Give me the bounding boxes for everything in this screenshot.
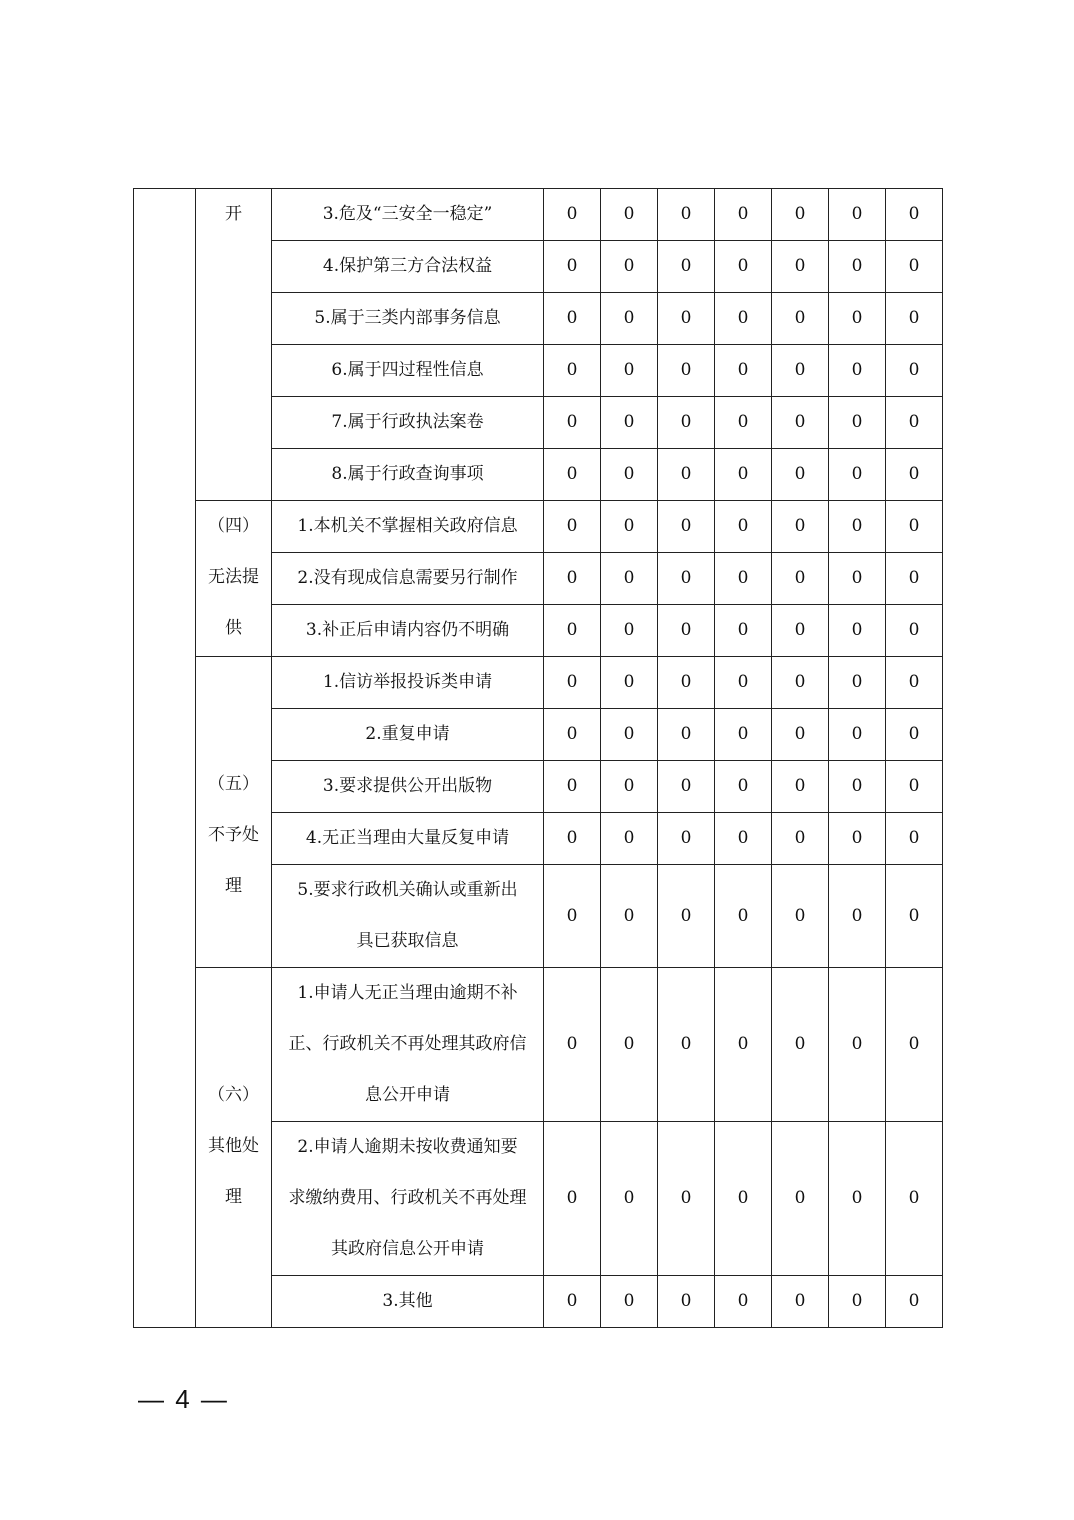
item-label-cell xyxy=(272,189,544,241)
category-label-line: 开 xyxy=(225,204,242,224)
value-cell: 0 xyxy=(829,345,886,397)
value-cell: 0 xyxy=(772,189,829,241)
value-cell: 0 xyxy=(886,968,943,1122)
value-cell: 0 xyxy=(772,501,829,553)
value-cell: 0 xyxy=(829,605,886,657)
value-cell: 0 xyxy=(715,813,772,865)
value-cell: 0 xyxy=(772,397,829,449)
value-cell: 0 xyxy=(658,605,715,657)
value-cell: 0 xyxy=(886,709,943,761)
value-cell: 0 xyxy=(886,1276,943,1328)
value-cell: 0 xyxy=(772,813,829,865)
value-cell: 0 xyxy=(886,189,943,241)
item-label-cell xyxy=(272,449,544,501)
value-cell: 0 xyxy=(772,709,829,761)
value-cell: 0 xyxy=(715,605,772,657)
value-cell: 0 xyxy=(829,553,886,605)
value-cell: 0 xyxy=(886,241,943,293)
value-cell: 0 xyxy=(715,709,772,761)
value-cell: 0 xyxy=(715,1276,772,1328)
category-label-line xyxy=(196,1019,271,1070)
value-cell: 0 xyxy=(601,605,658,657)
value-cell: 0 xyxy=(829,813,886,865)
item-label-cell xyxy=(272,865,544,968)
value-cell: 0 xyxy=(544,1276,601,1328)
value-cell: 0 xyxy=(886,865,943,968)
value-cell: 0 xyxy=(658,761,715,813)
value-cell: 0 xyxy=(601,397,658,449)
item-label-line: 3.要求提供公开出版物 xyxy=(322,776,493,796)
value-cell: 0 xyxy=(715,241,772,293)
value-cell: 0 xyxy=(886,761,943,813)
value-cell: 0 xyxy=(715,865,772,968)
table-body xyxy=(134,189,943,1328)
value-cell: 0 xyxy=(829,709,886,761)
category-label-line: （四） xyxy=(208,516,259,536)
value-cell: 0 xyxy=(601,449,658,501)
item-label-line: 正、行政机关不再处理其政府信 xyxy=(288,1034,527,1054)
category-label-line: 理 xyxy=(225,876,242,896)
value-cell: 0 xyxy=(658,449,715,501)
value-cell: 0 xyxy=(772,1276,829,1328)
item-label-line: 8.属于行政查询事项 xyxy=(331,464,484,484)
category-label-line xyxy=(196,708,271,759)
category-label-line: 其他处 xyxy=(208,1136,259,1156)
value-cell: 0 xyxy=(715,501,772,553)
value-cell: 0 xyxy=(544,501,601,553)
value-cell: 0 xyxy=(658,293,715,345)
category-label-line: 不予处 xyxy=(208,825,259,845)
item-label-cell xyxy=(272,1276,544,1328)
value-cell: 0 xyxy=(886,293,943,345)
item-label-cell xyxy=(272,501,544,553)
value-cell: 0 xyxy=(772,449,829,501)
value-cell: 0 xyxy=(601,1276,658,1328)
category-cell xyxy=(196,968,272,1328)
value-cell: 0 xyxy=(829,1276,886,1328)
value-cell: 0 xyxy=(601,709,658,761)
category-cell xyxy=(196,501,272,657)
value-cell: 0 xyxy=(658,553,715,605)
item-label-line: 1.申请人无正当理由逾期不补 xyxy=(297,983,518,1003)
value-cell: 0 xyxy=(829,241,886,293)
value-cell: 0 xyxy=(829,761,886,813)
value-cell: 0 xyxy=(772,968,829,1122)
value-cell: 0 xyxy=(601,345,658,397)
value-cell: 0 xyxy=(601,813,658,865)
value-cell: 0 xyxy=(715,345,772,397)
category-label-line xyxy=(196,657,271,708)
value-cell: 0 xyxy=(658,865,715,968)
value-cell: 0 xyxy=(772,241,829,293)
category-label-line: 供 xyxy=(225,618,242,638)
value-cell: 0 xyxy=(772,1122,829,1276)
value-cell: 0 xyxy=(829,1122,886,1276)
item-label-cell xyxy=(272,553,544,605)
value-cell: 0 xyxy=(544,293,601,345)
value-cell: 0 xyxy=(544,605,601,657)
value-cell: 0 xyxy=(715,968,772,1122)
value-cell: 0 xyxy=(715,397,772,449)
value-cell: 0 xyxy=(658,657,715,709)
category-label-line: （六） xyxy=(208,1085,259,1105)
page-number: — 4 — xyxy=(138,1384,229,1414)
item-label-line: 2.没有现成信息需要另行制作 xyxy=(297,568,518,588)
value-cell: 0 xyxy=(601,761,658,813)
item-label-cell xyxy=(272,657,544,709)
item-label-line: 5.属于三类内部事务信息 xyxy=(314,308,501,328)
item-label-line: 3.危及“三安全一稳定” xyxy=(322,204,493,224)
value-cell: 0 xyxy=(658,345,715,397)
value-cell: 0 xyxy=(658,501,715,553)
table-row xyxy=(134,657,943,709)
category-label-line xyxy=(196,968,271,1019)
value-cell: 0 xyxy=(544,553,601,605)
item-label-cell xyxy=(272,241,544,293)
statistics-table xyxy=(133,188,943,1328)
value-cell: 0 xyxy=(601,1122,658,1276)
value-cell: 0 xyxy=(829,865,886,968)
value-cell: 0 xyxy=(715,657,772,709)
item-label-line: 6.属于四过程性信息 xyxy=(331,360,484,380)
value-cell: 0 xyxy=(658,397,715,449)
category-cell xyxy=(196,189,272,501)
value-cell: 0 xyxy=(544,761,601,813)
item-label-cell xyxy=(272,968,544,1122)
value-cell: 0 xyxy=(715,293,772,345)
item-label-line: 具已获取信息 xyxy=(356,931,459,951)
value-cell: 0 xyxy=(544,657,601,709)
value-cell: 0 xyxy=(886,553,943,605)
value-cell: 0 xyxy=(544,1122,601,1276)
value-cell: 0 xyxy=(829,657,886,709)
category-label-line: 理 xyxy=(225,1187,242,1207)
value-cell: 0 xyxy=(544,241,601,293)
category-label-line: （五） xyxy=(208,774,259,794)
value-cell: 0 xyxy=(886,449,943,501)
value-cell: 0 xyxy=(886,501,943,553)
item-label-cell xyxy=(272,761,544,813)
outer-category-cell xyxy=(134,189,196,1328)
value-cell: 0 xyxy=(715,1122,772,1276)
value-cell: 0 xyxy=(829,968,886,1122)
value-cell: 0 xyxy=(772,761,829,813)
value-cell: 0 xyxy=(601,553,658,605)
value-cell: 0 xyxy=(601,657,658,709)
item-label-line: 1.本机关不掌握相关政府信息 xyxy=(297,516,518,536)
table-row xyxy=(134,189,943,241)
value-cell: 0 xyxy=(886,657,943,709)
item-label-cell xyxy=(272,397,544,449)
item-label-line: 3.补正后申请内容仍不明确 xyxy=(305,620,510,640)
value-cell: 0 xyxy=(544,709,601,761)
item-label-line: 7.属于行政执法案卷 xyxy=(331,412,484,432)
value-cell: 0 xyxy=(829,449,886,501)
item-label-line: 其政府信息公开申请 xyxy=(331,1239,484,1259)
item-label-line: 3.其他 xyxy=(382,1291,433,1311)
value-cell: 0 xyxy=(772,605,829,657)
item-label-line: 息公开申请 xyxy=(365,1085,450,1105)
value-cell: 0 xyxy=(601,241,658,293)
value-cell: 0 xyxy=(544,968,601,1122)
value-cell: 0 xyxy=(658,709,715,761)
value-cell: 0 xyxy=(772,657,829,709)
value-cell: 0 xyxy=(544,397,601,449)
value-cell: 0 xyxy=(715,189,772,241)
value-cell: 0 xyxy=(715,449,772,501)
value-cell: 0 xyxy=(658,241,715,293)
value-cell: 0 xyxy=(829,293,886,345)
item-label-line: 4.无正当理由大量反复申请 xyxy=(305,828,510,848)
value-cell: 0 xyxy=(601,968,658,1122)
value-cell: 0 xyxy=(772,345,829,397)
value-cell: 0 xyxy=(544,189,601,241)
value-cell: 0 xyxy=(829,501,886,553)
value-cell: 0 xyxy=(601,501,658,553)
value-cell: 0 xyxy=(886,813,943,865)
value-cell: 0 xyxy=(601,865,658,968)
value-cell: 0 xyxy=(829,189,886,241)
value-cell: 0 xyxy=(715,553,772,605)
value-cell: 0 xyxy=(658,968,715,1122)
value-cell: 0 xyxy=(772,553,829,605)
table-row xyxy=(134,501,943,553)
item-label-line: 2.申请人逾期未按收费通知要 xyxy=(297,1137,518,1157)
item-label-line: 2.重复申请 xyxy=(365,724,450,744)
value-cell: 0 xyxy=(658,189,715,241)
category-label-line: 无法提 xyxy=(208,567,259,587)
value-cell: 0 xyxy=(829,397,886,449)
value-cell: 0 xyxy=(886,1122,943,1276)
item-label-cell xyxy=(272,1122,544,1276)
value-cell: 0 xyxy=(601,189,658,241)
value-cell: 0 xyxy=(772,293,829,345)
value-cell: 0 xyxy=(544,449,601,501)
value-cell: 0 xyxy=(886,605,943,657)
item-label-cell xyxy=(272,345,544,397)
value-cell: 0 xyxy=(658,1276,715,1328)
item-label-cell xyxy=(272,709,544,761)
category-cell xyxy=(196,657,272,968)
item-label-line: 1.信访举报投诉类申请 xyxy=(322,672,493,692)
item-label-cell xyxy=(272,605,544,657)
value-cell: 0 xyxy=(544,345,601,397)
value-cell: 0 xyxy=(886,345,943,397)
value-cell: 0 xyxy=(658,813,715,865)
item-label-line: 求缴纳费用、行政机关不再处理 xyxy=(288,1188,527,1208)
value-cell: 0 xyxy=(544,865,601,968)
value-cell: 0 xyxy=(886,397,943,449)
item-label-cell xyxy=(272,813,544,865)
item-label-line: 4.保护第三方合法权益 xyxy=(322,256,493,276)
value-cell: 0 xyxy=(544,813,601,865)
value-cell: 0 xyxy=(601,293,658,345)
item-label-line: 5.要求行政机关确认或重新出 xyxy=(297,880,518,900)
value-cell: 0 xyxy=(658,1122,715,1276)
value-cell: 0 xyxy=(772,865,829,968)
item-label-cell xyxy=(272,293,544,345)
value-cell: 0 xyxy=(715,761,772,813)
